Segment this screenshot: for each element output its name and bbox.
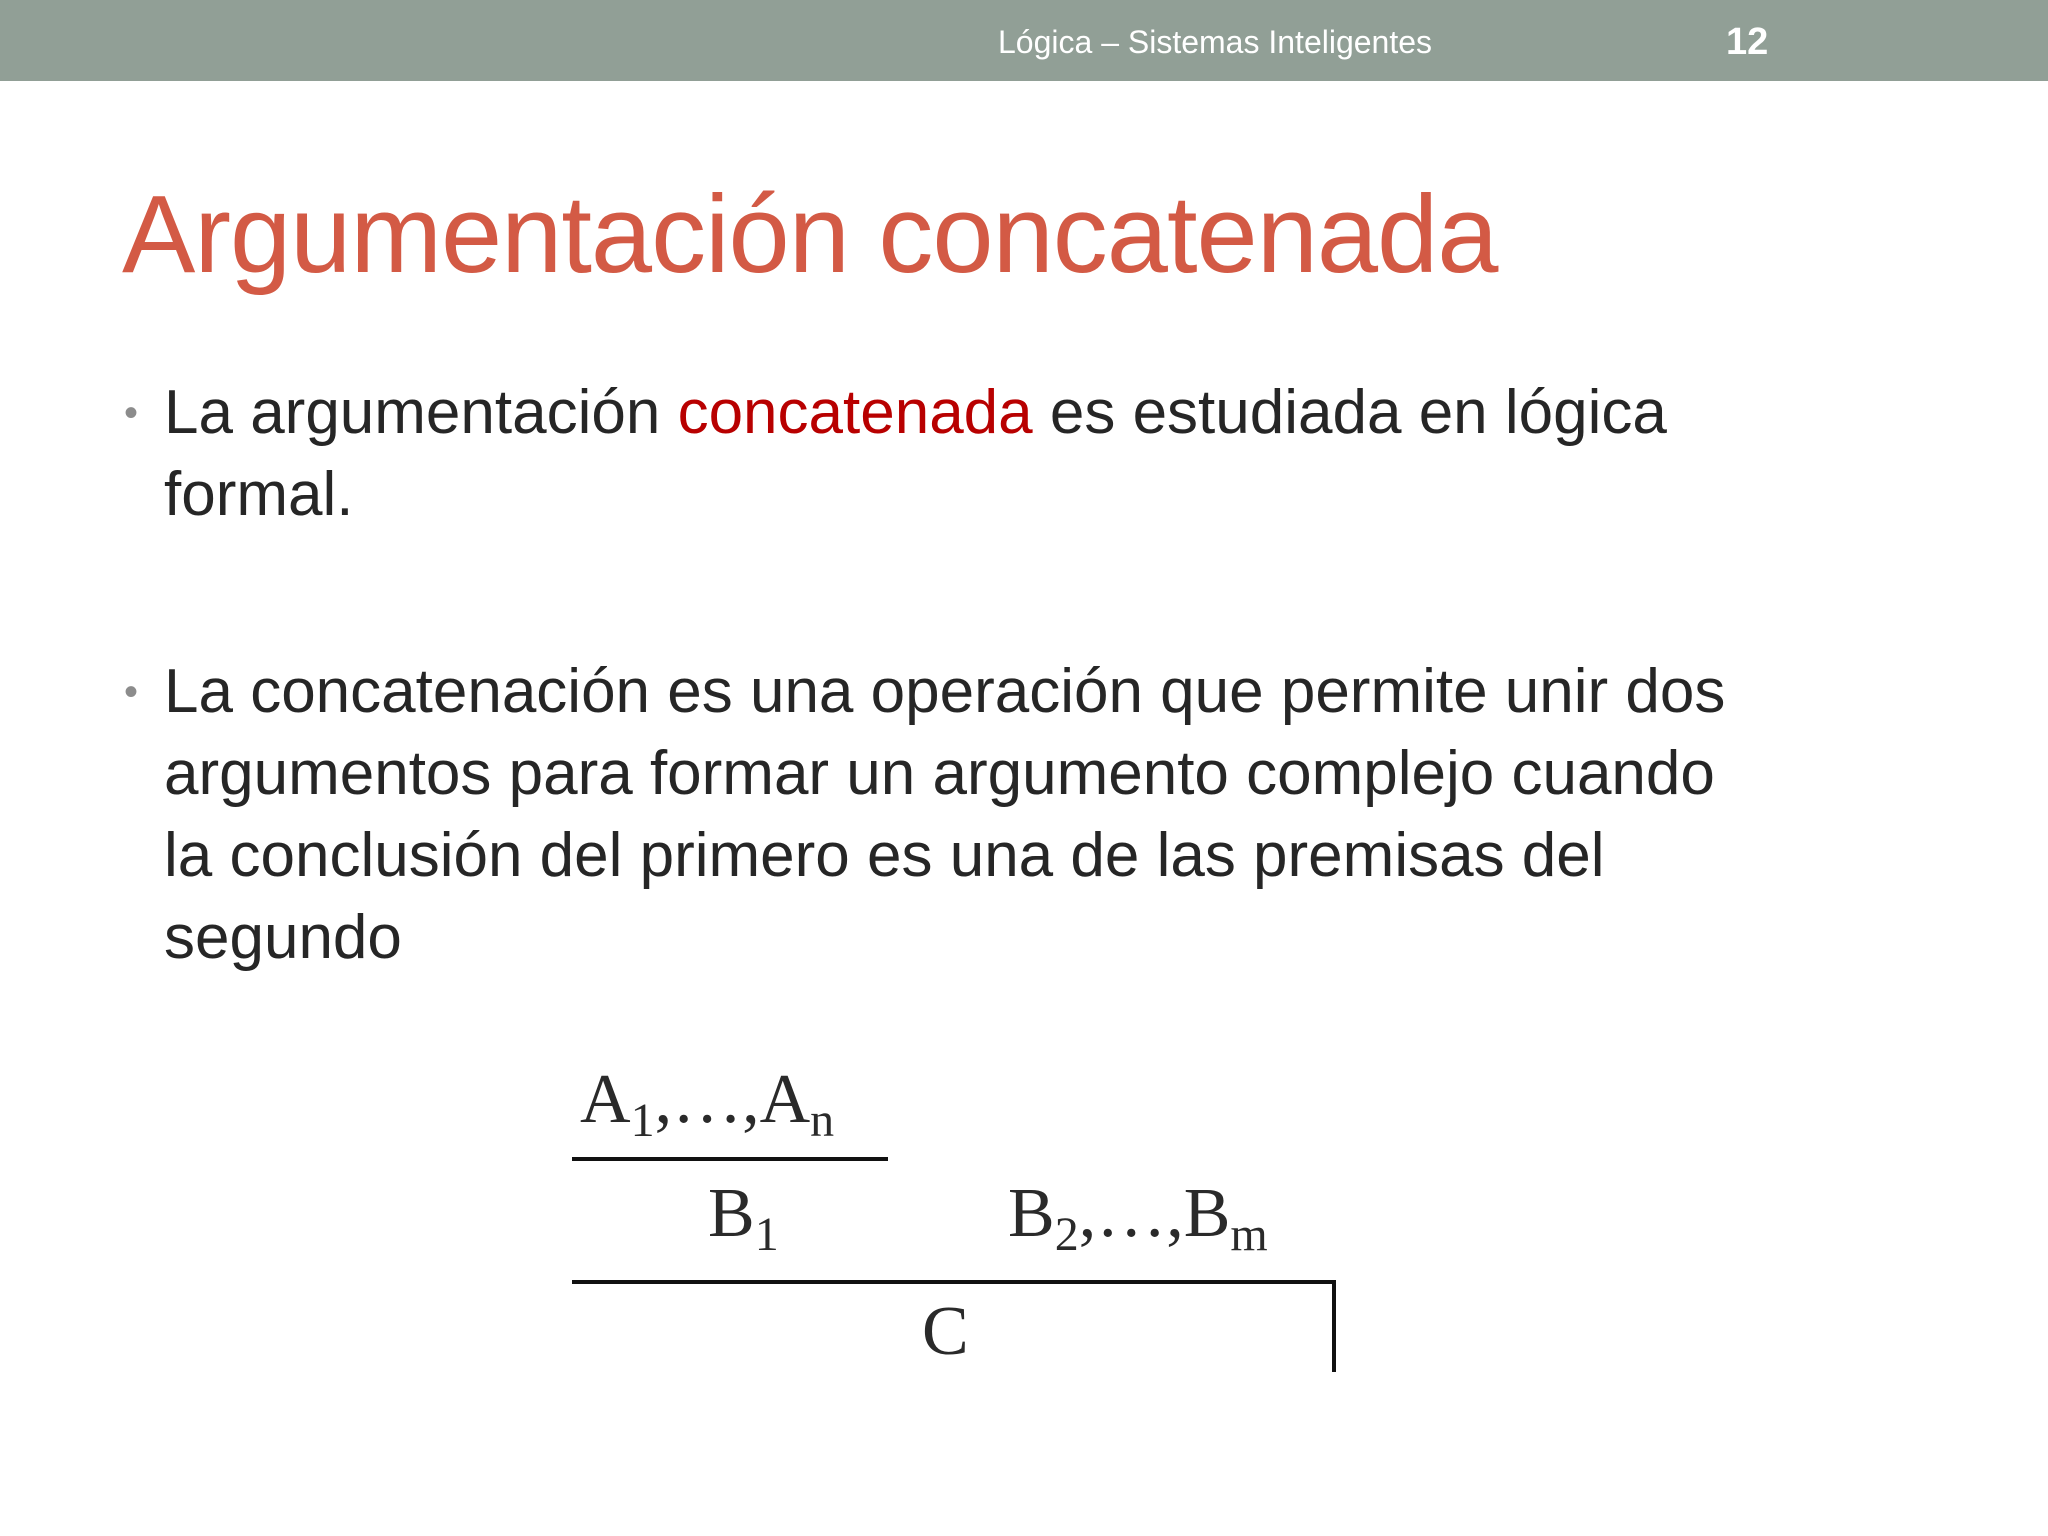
premise-b-last-subscript: m <box>1230 1208 1268 1261</box>
premise-a-last: A <box>759 1061 811 1138</box>
conclusion-b1-base: B <box>708 1175 755 1252</box>
conclusion-b1-subscript: 1 <box>754 1208 779 1261</box>
premise-a-first-subscript: 1 <box>630 1094 655 1147</box>
highlighted-term: concatenada <box>677 378 1033 447</box>
header-title: Lógica – Sistemas Inteligentes <box>998 24 1433 60</box>
bullet-text-1 <box>164 372 1924 536</box>
premise-b-first: B <box>1008 1175 1055 1252</box>
final-conclusion: C <box>922 1293 969 1370</box>
inference-line-top <box>572 1157 888 1161</box>
premise-a-separator: ,…, <box>654 1061 760 1138</box>
bullet-text-2 <box>164 651 1924 979</box>
premise-b-last: B <box>1183 1175 1231 1252</box>
conclusion-b1 <box>708 1174 779 1261</box>
slide-title: Argumentación concatenada <box>122 173 1498 296</box>
bullet-2-line-1: La concatenación es una operación que permite unir dos <box>164 657 1726 726</box>
premise-a-first: A <box>580 1061 631 1138</box>
header-bar <box>0 0 2048 81</box>
inference-line-bracket <box>1332 1280 1336 1372</box>
bullet-1-text-end: es estudiada en lógica <box>1032 378 1667 447</box>
bullet-2-line-2: argumentos para formar un argumento complejo cuando <box>164 739 1715 808</box>
inference-line-bottom <box>572 1280 1336 1284</box>
bullet-1-line-1 <box>164 372 1924 454</box>
page-number: 12 <box>1726 21 1769 63</box>
bullet-1-line-2: formal. <box>164 460 354 529</box>
bullet-2-line-3: la conclusión del primero es una de las premisas del <box>164 821 1605 890</box>
concatenation-diagram <box>560 1040 1360 1380</box>
premises-a <box>580 1060 835 1147</box>
premise-b-separator: ,…, <box>1078 1175 1184 1252</box>
bullet-dot-icon: • <box>124 391 139 435</box>
premise-a-last-subscript: n <box>810 1094 835 1147</box>
bullet-1-text-start: La argumentación <box>164 378 678 447</box>
bullet-2-line-4: segundo <box>164 903 402 972</box>
premises-b <box>1008 1174 1268 1261</box>
bullet-dot-icon: • <box>124 670 139 714</box>
premise-b-first-subscript: 2 <box>1054 1208 1079 1261</box>
